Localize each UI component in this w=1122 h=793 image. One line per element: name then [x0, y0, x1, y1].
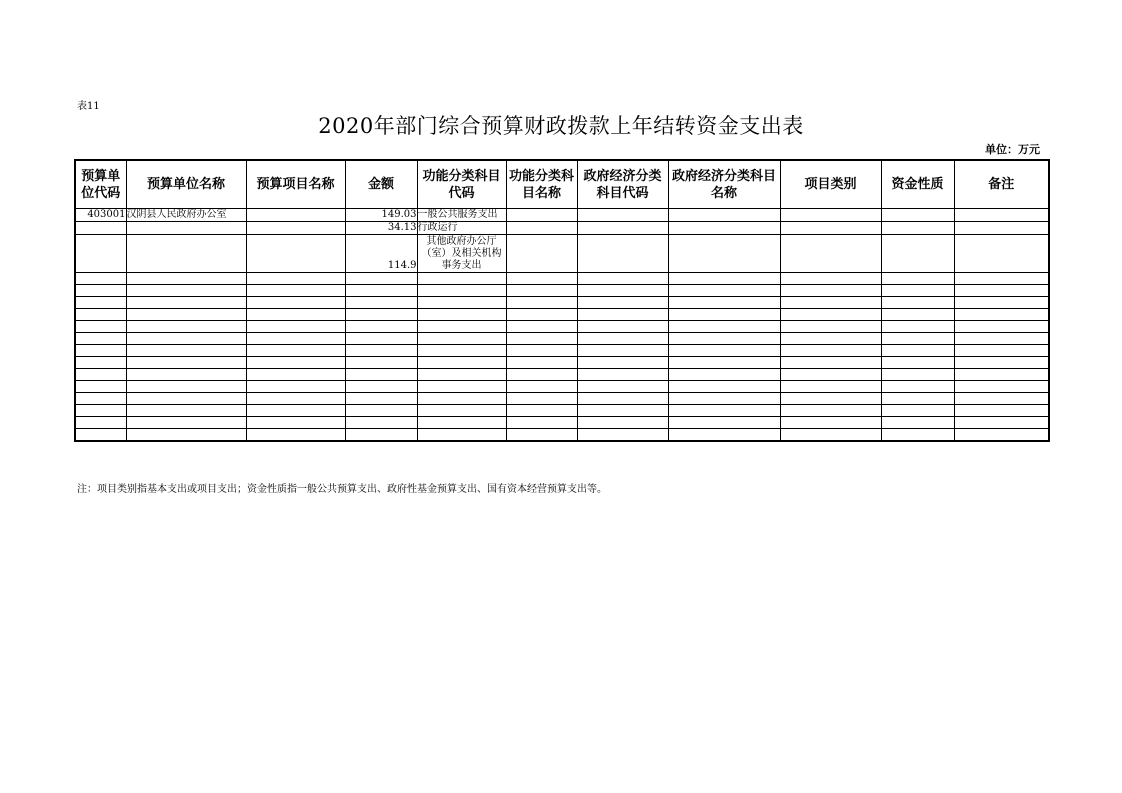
cell [577, 333, 668, 345]
cell [780, 285, 881, 297]
cell [506, 235, 577, 273]
cell [668, 273, 780, 285]
cell [780, 357, 881, 369]
cell [345, 417, 417, 429]
cell [75, 321, 126, 333]
cell [506, 381, 577, 393]
cell [417, 381, 506, 393]
cell [954, 333, 1049, 345]
cell [75, 285, 126, 297]
cell [780, 273, 881, 285]
empty-row [75, 297, 1049, 309]
cell [954, 309, 1049, 321]
header-unit-code: 预算单位代码 [75, 160, 126, 209]
cell [881, 393, 954, 405]
empty-row [75, 369, 1049, 381]
cell [881, 309, 954, 321]
cell [954, 417, 1049, 429]
cell-amount: 114.9 [345, 235, 417, 273]
cell [506, 417, 577, 429]
cell [881, 273, 954, 285]
cell [345, 333, 417, 345]
table-row [75, 222, 1049, 235]
cell [780, 417, 881, 429]
cell [75, 309, 126, 321]
cell [246, 273, 345, 285]
cell [126, 417, 246, 429]
cell-project-name [246, 209, 345, 222]
cell [668, 209, 780, 222]
empty-row [75, 357, 1049, 369]
empty-row [75, 393, 1049, 405]
empty-row [75, 405, 1049, 417]
cell [668, 393, 780, 405]
cell [668, 222, 780, 235]
cell [881, 369, 954, 381]
cell [75, 393, 126, 405]
cell [577, 297, 668, 309]
cell [417, 297, 506, 309]
cell [246, 369, 345, 381]
empty-row [75, 417, 1049, 429]
cell [75, 381, 126, 393]
cell [881, 321, 954, 333]
cell [126, 357, 246, 369]
cell-amount: 149.03 [345, 209, 417, 222]
cell [345, 405, 417, 417]
cell [577, 273, 668, 285]
header-remarks: 备注 [954, 160, 1049, 209]
cell [506, 209, 577, 222]
cell [246, 309, 345, 321]
cell [345, 393, 417, 405]
cell-unit-name [126, 222, 246, 235]
cell [246, 333, 345, 345]
cell-amount: 34.13 [345, 222, 417, 235]
cell-func-name: 其他政府办公厅（室）及相关机构事务支出 [417, 235, 506, 273]
cell [506, 222, 577, 235]
cell [668, 429, 780, 442]
cell [954, 357, 1049, 369]
cell [780, 209, 881, 222]
cell [881, 405, 954, 417]
cell [75, 333, 126, 345]
cell [126, 381, 246, 393]
cell [577, 321, 668, 333]
cell [246, 285, 345, 297]
cell [881, 357, 954, 369]
table-row [75, 209, 1049, 222]
cell [668, 309, 780, 321]
cell [126, 405, 246, 417]
cell [577, 417, 668, 429]
cell [577, 405, 668, 417]
cell [126, 273, 246, 285]
header-row [75, 160, 1049, 209]
cell [577, 235, 668, 273]
cell [954, 405, 1049, 417]
cell [780, 381, 881, 393]
unit-label: 单位：万元 [985, 143, 1040, 156]
cell [780, 369, 881, 381]
cell [345, 429, 417, 442]
header-unit-name: 预算单位名称 [126, 160, 246, 209]
cell [75, 297, 126, 309]
cell [577, 209, 668, 222]
cell [126, 285, 246, 297]
cell [881, 209, 954, 222]
cell [417, 309, 506, 321]
cell [246, 393, 345, 405]
header-func-code: 功能分类科目代码 [417, 160, 506, 209]
cell [75, 345, 126, 357]
cell [417, 369, 506, 381]
cell [75, 429, 126, 442]
cell [577, 429, 668, 442]
cell [577, 357, 668, 369]
cell [126, 309, 246, 321]
cell [668, 235, 780, 273]
cell [126, 297, 246, 309]
cell [881, 297, 954, 309]
empty-row [75, 321, 1049, 333]
cell [345, 309, 417, 321]
empty-row [75, 429, 1049, 442]
cell-unit-name: 汉阴县人民政府办公室 [126, 209, 246, 222]
cell [954, 285, 1049, 297]
cell [954, 345, 1049, 357]
cell [668, 297, 780, 309]
cell [668, 381, 780, 393]
empty-row [75, 333, 1049, 345]
cell [881, 333, 954, 345]
cell [246, 381, 345, 393]
cell [668, 405, 780, 417]
header-project-type: 项目类别 [780, 160, 881, 209]
cell [246, 429, 345, 442]
cell [75, 369, 126, 381]
cell [417, 345, 506, 357]
cell [345, 381, 417, 393]
cell [668, 357, 780, 369]
cell [506, 369, 577, 381]
cell [126, 333, 246, 345]
cell [345, 273, 417, 285]
cell [506, 357, 577, 369]
cell [126, 393, 246, 405]
cell [246, 345, 345, 357]
cell [668, 285, 780, 297]
empty-row [75, 345, 1049, 357]
cell-unit-code [75, 235, 126, 273]
cell [954, 381, 1049, 393]
cell [506, 345, 577, 357]
cell-project-name [246, 235, 345, 273]
cell [954, 393, 1049, 405]
cell [417, 333, 506, 345]
cell [246, 321, 345, 333]
cell [577, 222, 668, 235]
cell [75, 417, 126, 429]
header-econ-code: 政府经济分类科目代码 [577, 160, 668, 209]
cell [75, 405, 126, 417]
cell [506, 309, 577, 321]
cell [506, 333, 577, 345]
cell [126, 345, 246, 357]
header-econ-name: 政府经济分类科目名称 [668, 160, 780, 209]
cell [246, 357, 345, 369]
cell-unit-name [126, 235, 246, 273]
cell [345, 285, 417, 297]
cell [668, 321, 780, 333]
cell [881, 381, 954, 393]
cell [881, 285, 954, 297]
cell [780, 321, 881, 333]
cell [881, 222, 954, 235]
cell [417, 417, 506, 429]
cell [577, 345, 668, 357]
cell [417, 429, 506, 442]
cell [780, 405, 881, 417]
cell [506, 393, 577, 405]
cell [417, 393, 506, 405]
footnote: 注：项目类别指基本支出或项目支出；资金性质指一般公共预算支出、政府性基金预算支出、国有资本经营预算支出等。 [77, 484, 607, 495]
cell [668, 417, 780, 429]
cell [780, 222, 881, 235]
cell [345, 369, 417, 381]
cell [954, 273, 1049, 285]
cell [126, 429, 246, 442]
cell [506, 405, 577, 417]
empty-row [75, 309, 1049, 321]
cell [577, 369, 668, 381]
cell [246, 405, 345, 417]
cell [668, 345, 780, 357]
cell-unit-code [75, 222, 126, 235]
cell [954, 429, 1049, 442]
header-func-name: 功能分类科目名称 [506, 160, 577, 209]
cell [780, 393, 881, 405]
cell-func-name: 行政运行 [417, 222, 506, 235]
cell [577, 381, 668, 393]
cell [345, 345, 417, 357]
cell [417, 285, 506, 297]
cell [506, 429, 577, 442]
expenditure-table [74, 159, 1050, 442]
cell [668, 333, 780, 345]
cell [954, 321, 1049, 333]
cell [75, 273, 126, 285]
table-number: 表11 [77, 101, 100, 112]
cell [780, 235, 881, 273]
cell-unit-code: 403001 [75, 209, 126, 222]
cell [345, 297, 417, 309]
cell [780, 309, 881, 321]
cell [668, 369, 780, 381]
cell [577, 285, 668, 297]
cell [954, 235, 1049, 273]
cell [345, 357, 417, 369]
cell [780, 429, 881, 442]
cell [780, 345, 881, 357]
cell [417, 405, 506, 417]
cell [954, 297, 1049, 309]
cell [881, 345, 954, 357]
empty-row [75, 285, 1049, 297]
cell [506, 321, 577, 333]
empty-row [75, 381, 1049, 393]
cell [881, 429, 954, 442]
cell [506, 273, 577, 285]
cell [881, 235, 954, 273]
cell [345, 321, 417, 333]
cell [954, 222, 1049, 235]
cell [954, 209, 1049, 222]
page-title: 2020年部门综合预算财政拨款上年结转资金支出表 [318, 114, 804, 138]
cell [417, 321, 506, 333]
cell [417, 357, 506, 369]
cell [577, 393, 668, 405]
header-amount: 金额 [345, 160, 417, 209]
cell-func-name: 一般公共服务支出 [417, 209, 506, 222]
cell [75, 357, 126, 369]
cell [780, 333, 881, 345]
cell [246, 297, 345, 309]
cell [506, 297, 577, 309]
cell [780, 297, 881, 309]
cell [881, 417, 954, 429]
cell [126, 369, 246, 381]
cell [126, 321, 246, 333]
cell [954, 369, 1049, 381]
cell [577, 309, 668, 321]
header-fund-nature: 资金性质 [881, 160, 954, 209]
empty-row [75, 273, 1049, 285]
cell-project-name [246, 222, 345, 235]
cell [506, 285, 577, 297]
cell [417, 273, 506, 285]
header-project-name: 预算项目名称 [246, 160, 345, 209]
table-row [75, 235, 1049, 273]
cell [246, 417, 345, 429]
